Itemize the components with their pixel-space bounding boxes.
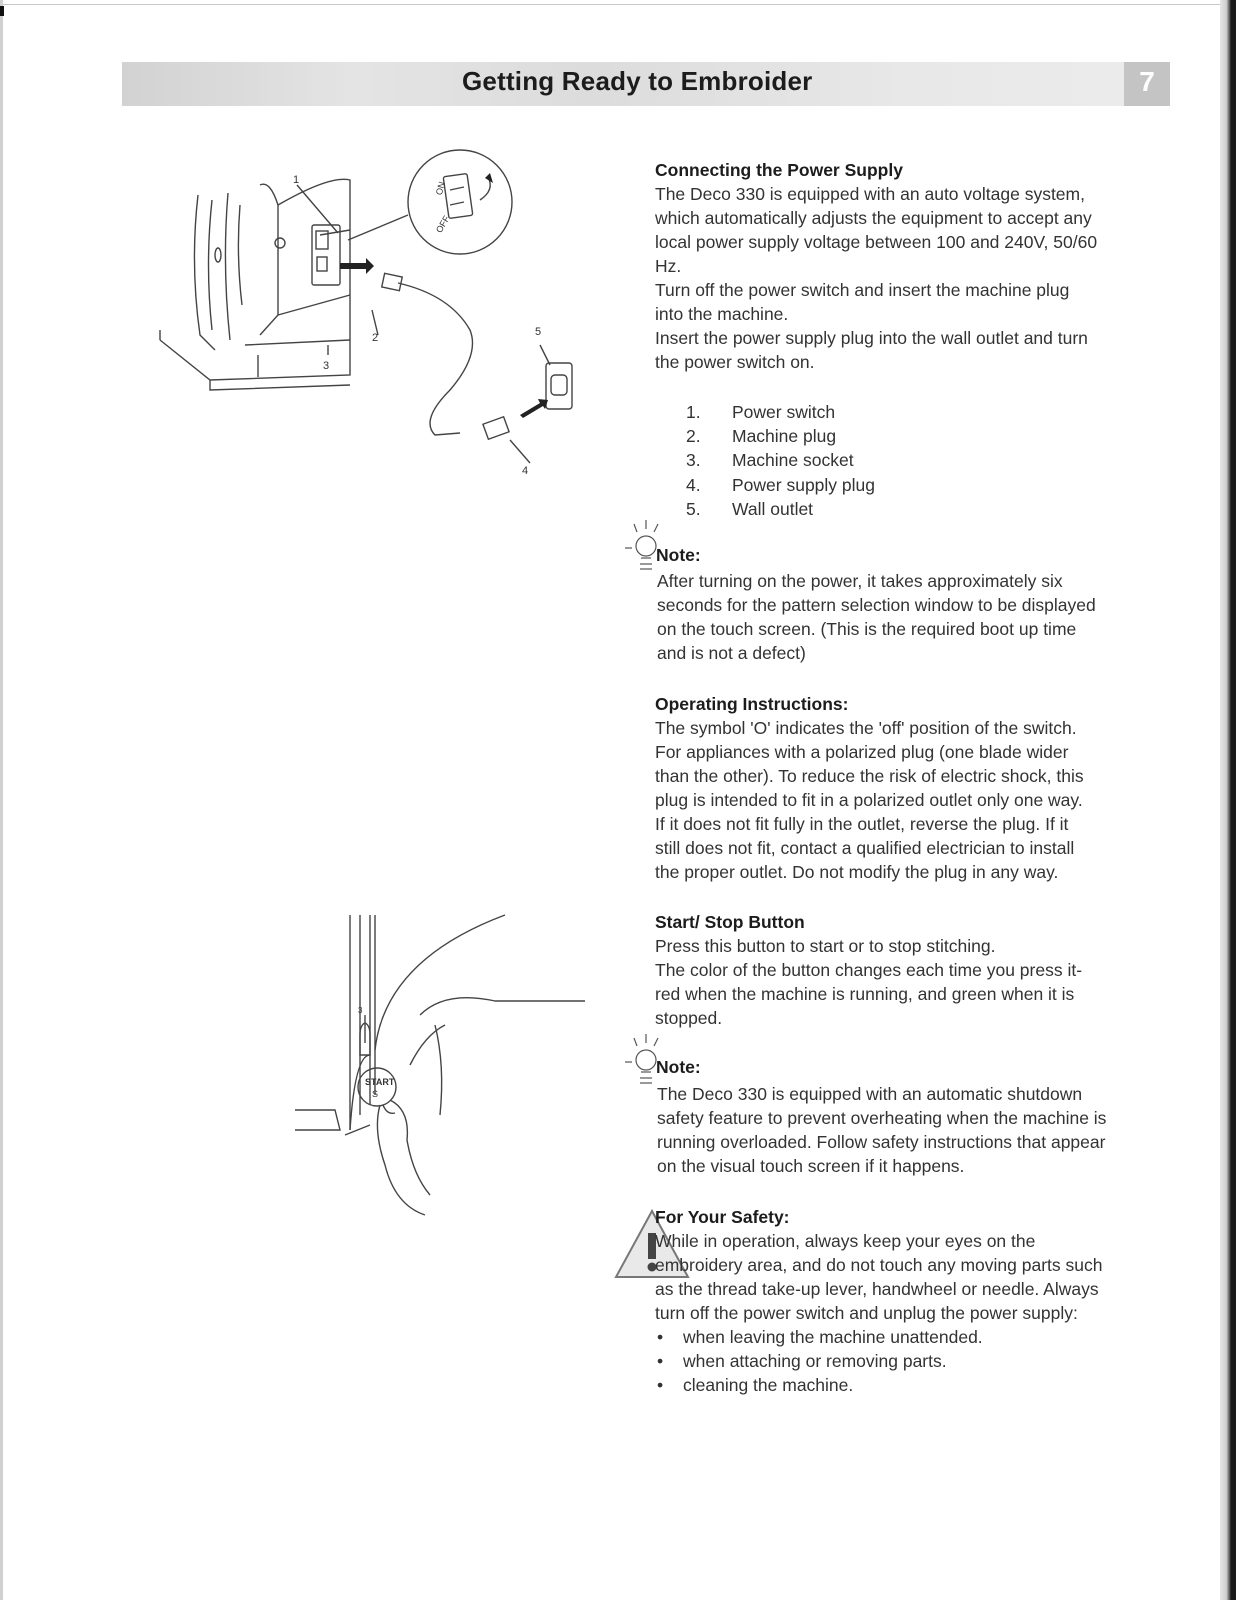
thread-arrow-number: 3: [358, 1006, 363, 1015]
start-button-label: START: [365, 1077, 395, 1087]
header-bar: [122, 62, 1170, 106]
list-item: • cleaning the machine.: [655, 1373, 1175, 1397]
page-top-edge: [0, 4, 1236, 5]
safety-heading: For Your Safety:: [655, 1207, 790, 1227]
note2-heading: Note:: [656, 1057, 701, 1077]
start-stop-heading: Start/ Stop Button: [655, 912, 805, 932]
safety-bullets: [655, 1325, 1175, 1397]
power-supply-line: which automatically adjusts the equipment to accept any: [655, 208, 1092, 228]
page-number: 7: [1139, 66, 1155, 97]
callout-label-4: 4: [522, 465, 529, 477]
list-item: 4. Power supply plug: [686, 474, 875, 495]
callout-label-5: 5: [535, 326, 542, 338]
switch-on-label: ON: [433, 180, 448, 197]
power-connection-figure: [150, 145, 570, 485]
power-supply-line: Insert the power supply plug into the wall outlet and turn: [655, 328, 1088, 348]
list-item: 1. Power switch: [686, 402, 836, 422]
note1-heading: Note:: [656, 545, 701, 565]
note1-body: After turning on the power, it takes approximately six seconds for the pattern selection window to be displayed on the touch screen. (This is the required boot up time and is not a defect): [657, 571, 1096, 663]
list-item: 5. Wall outlet: [686, 498, 814, 519]
list-item: • when attaching or removing parts.: [655, 1349, 1175, 1373]
operating-section: Operating Instructions: The symbol 'O' indicates the 'off' position of the switch. For appliances with a polarized plug (one blade wider than the other). To reduce the risk of electric shock, this plug is intended to fit in a polarized outlet only one way. If it does not fit fully in the outlet, reverse the plug. If it still does not fit, contact a qualified electrician to install the proper outlet. Do not modify the plug in any way.: [655, 692, 1175, 884]
note2-body: The Deco 330 is equipped with an automatic shutdown safety feature to prevent overheating when the machine is running overloaded. Follow safety instructions that appear on the visual touch screen if it happens.: [657, 1084, 1107, 1176]
power-supply-line: Turn off the power switch and insert the machine plug: [655, 280, 1070, 300]
power-supply-line: Hz.: [655, 256, 682, 276]
power-supply-line: into the machine.: [655, 304, 789, 324]
operating-heading: Operating Instructions:: [655, 694, 849, 714]
power-supply-heading: Connecting the Power Supply: [655, 160, 903, 180]
list-item: • when leaving the machine unattended.: [655, 1325, 1175, 1349]
callout-label-1: 1: [293, 174, 300, 186]
binding-mark: [0, 6, 4, 16]
parts-list: [686, 400, 875, 521]
power-supply-section: [655, 158, 1175, 374]
power-supply-line: the power switch on.: [655, 352, 815, 372]
start-stop-figure: [295, 915, 595, 1235]
switch-off-label: OFF: [433, 213, 452, 235]
page-right-edge: [1220, 0, 1236, 1600]
page-title: Getting Ready to Embroider: [462, 66, 813, 96]
start-button-sublabel: S: [372, 1089, 379, 1099]
safety-section: For Your Safety: While in operation, always keep your eyes on the embroidery area, and do not touch any moving parts such as the thread take-up lever, handwheel or needle. Always turn off the power switch and unplug the power supply: • when leaving the machine unattended. • when attaching or removing parts. • cleaning the machine.: [655, 1205, 1175, 1397]
start-stop-section: Start/ Stop Button Press this button to start or to stop stitching. The color of the button changes each time you press it- red when the machine is running, and green when it is stopped.: [655, 910, 1175, 1030]
callout-label-2: 2: [372, 332, 379, 344]
page-left-edge: [0, 0, 3, 1600]
power-supply-line: The Deco 330 is equipped with an auto voltage system,: [655, 184, 1085, 204]
callout-label-3: 3: [323, 360, 330, 372]
list-item: 2. Machine plug: [686, 426, 837, 447]
list-item: 3. Machine socket: [686, 450, 854, 471]
power-supply-line: local power supply voltage between 100 and 240V, 50/60: [655, 232, 1098, 252]
page-number-box: [1124, 62, 1170, 106]
